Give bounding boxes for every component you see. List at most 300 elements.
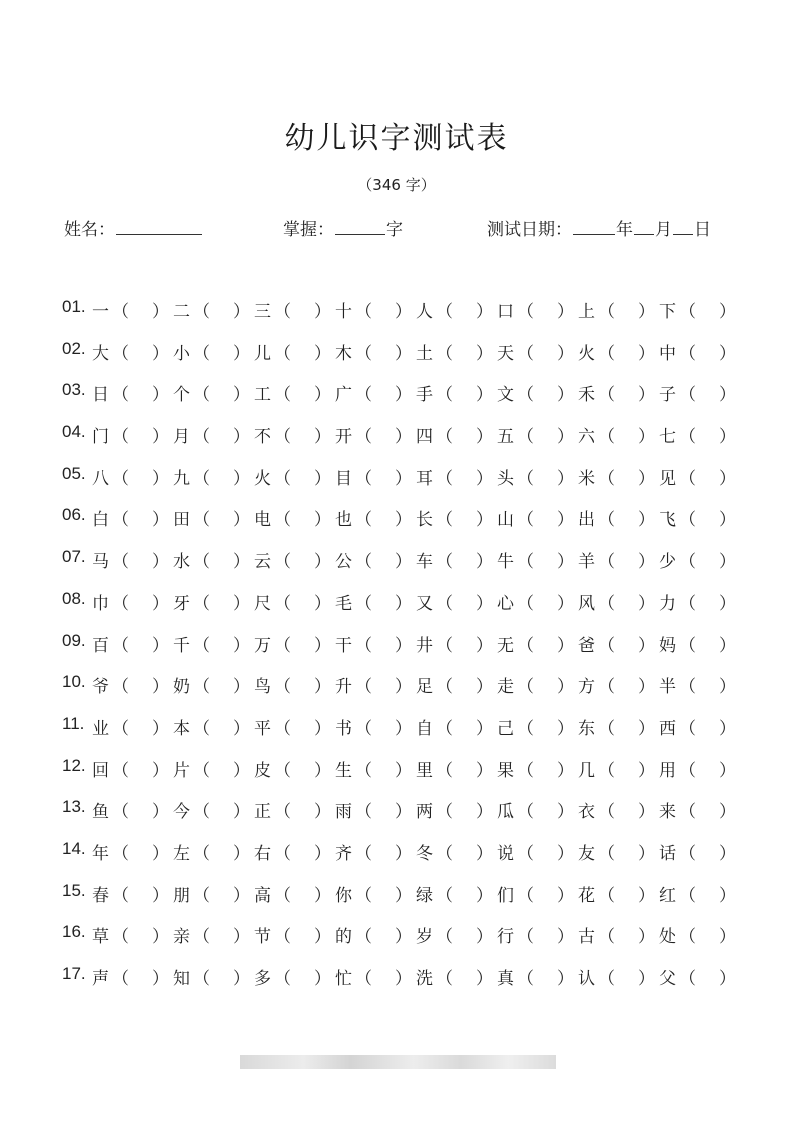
character: 上 [578,302,595,322]
answer-parentheses[interactable]: （ ） [355,343,412,364]
answer-parentheses[interactable]: （ ） [598,343,655,364]
character-count: （346 字） [357,176,436,194]
character: 力 [659,593,676,614]
answer-parentheses[interactable]: （ ） [436,510,493,531]
character-item [254,380,334,405]
name-blank[interactable] [116,218,202,235]
character-item [497,964,577,989]
answer-parentheses[interactable]: （ ） [112,927,169,948]
answer-parentheses[interactable]: （ ） [679,510,736,531]
character: 雨 [335,802,352,823]
answer-parentheses[interactable]: （ ） [193,427,250,448]
character: 衣 [578,802,595,823]
answer-parentheses[interactable]: （ ） [679,343,736,364]
answer-parentheses[interactable]: （ ） [193,843,250,864]
character-item [416,631,496,656]
character-item [416,672,496,697]
character: 自 [416,718,433,739]
character: 方 [578,677,595,698]
answer-parentheses[interactable]: （ ） [598,843,655,864]
answer-parentheses[interactable]: （ ） [355,510,412,531]
character-item [497,714,577,739]
table-row [62,874,742,916]
answer-parentheses[interactable]: （ ） [517,593,574,614]
answer-parentheses[interactable]: （ ） [355,843,412,864]
answer-parentheses[interactable]: （ ） [193,552,250,573]
character-item [335,422,415,447]
answer-parentheses[interactable]: （ ） [436,969,493,989]
answer-parentheses[interactable]: （ ） [679,802,736,823]
answer-parentheses[interactable]: （ ） [112,760,169,781]
answer-parentheses[interactable]: （ ） [517,552,574,573]
character: 洗 [416,969,433,989]
character-item [578,714,658,739]
answer-parentheses[interactable]: （ ） [436,385,493,406]
answer-parentheses[interactable]: （ ） [679,593,736,614]
answer-parentheses[interactable]: （ ） [679,760,736,781]
character: 手 [416,385,433,406]
character-item [497,672,577,697]
answer-parentheses[interactable]: （ ） [598,510,655,531]
name-field [64,215,203,240]
character-item [659,589,739,614]
character: 高 [254,885,271,906]
row-number: 12. [62,755,86,775]
character-item [92,547,172,572]
character-item [578,297,658,322]
character-item [578,589,658,614]
character: 开 [335,427,352,448]
character-item [335,797,415,822]
answer-parentheses[interactable]: （ ） [436,885,493,906]
answer-parentheses[interactable]: （ ） [598,802,655,823]
character: 多 [254,969,271,989]
answer-parentheses[interactable]: （ ） [112,969,169,989]
mastery-unit: 字 [386,220,403,240]
day-label: 日 [694,220,711,240]
character-item [254,589,334,614]
answer-parentheses[interactable]: （ ） [355,718,412,739]
answer-parentheses[interactable]: （ ） [112,552,169,573]
character-item [335,922,415,947]
answer-parentheses[interactable]: （ ） [679,635,736,656]
character-item [173,464,253,489]
answer-parentheses[interactable]: （ ） [436,718,493,739]
character-item [416,797,496,822]
answer-parentheses[interactable]: （ ） [112,427,169,448]
character: 见 [659,468,676,489]
character: 真 [497,969,514,989]
answer-parentheses[interactable]: （ ） [436,635,493,656]
character-item [416,505,496,530]
character-item [659,464,739,489]
character: 来 [659,802,676,823]
character: 九 [173,468,190,489]
answer-parentheses[interactable]: （ ） [436,302,493,322]
answer-parentheses[interactable]: （ ） [112,677,169,698]
row-number: 07. [62,547,86,567]
character-item [416,881,496,906]
character-item [335,881,415,906]
character-item [335,589,415,614]
answer-parentheses[interactable]: （ ） [355,635,412,656]
answer-parentheses[interactable]: （ ） [274,802,331,823]
character: 耳 [416,468,433,489]
answer-parentheses[interactable]: （ ） [193,927,250,948]
character-item [497,505,577,530]
answer-parentheses[interactable]: （ ） [517,385,574,406]
table-row [62,290,742,332]
answer-parentheses[interactable]: （ ） [598,927,655,948]
character-item [659,964,739,989]
character: 妈 [659,635,676,656]
character-item [254,881,334,906]
character: 干 [335,635,352,656]
character-item [416,922,496,947]
answer-parentheses[interactable]: （ ） [598,760,655,781]
mastery-label: 掌握： [283,220,334,240]
answer-parentheses[interactable]: （ ） [679,427,736,448]
answer-parentheses[interactable]: （ ） [274,635,331,656]
character-item [335,964,415,989]
answer-parentheses[interactable]: （ ） [112,718,169,739]
name-label: 姓名： [64,220,115,240]
answer-parentheses[interactable]: （ ） [598,718,655,739]
answer-parentheses[interactable]: （ ） [355,427,412,448]
answer-parentheses[interactable]: （ ） [355,468,412,489]
character: 牙 [173,593,190,614]
answer-parentheses[interactable]: （ ） [679,843,736,864]
character-item [92,380,172,405]
answer-parentheses[interactable]: （ ） [517,677,574,698]
answer-parentheses[interactable]: （ ） [274,510,331,531]
answer-parentheses[interactable]: （ ） [355,302,412,322]
character: 木 [335,343,352,364]
answer-parentheses[interactable]: （ ） [112,843,169,864]
character: 云 [254,552,271,573]
answer-parentheses[interactable]: （ ） [517,927,574,948]
answer-parentheses[interactable]: （ ） [598,885,655,906]
answer-parentheses[interactable]: （ ） [193,635,250,656]
year-blank[interactable] [573,218,615,235]
answer-parentheses[interactable]: （ ） [517,969,574,989]
answer-parentheses[interactable]: （ ） [517,843,574,864]
character-item [254,547,334,572]
answer-parentheses[interactable]: （ ） [193,385,250,406]
row-number: 17. [62,964,86,983]
answer-parentheses[interactable]: （ ） [193,510,250,531]
answer-parentheses[interactable]: （ ） [193,718,250,739]
character-item [92,464,172,489]
character: 山 [497,510,514,531]
answer-parentheses[interactable]: （ ） [598,302,655,322]
character-item [497,756,577,781]
character-item [254,464,334,489]
answer-parentheses[interactable]: （ ） [355,385,412,406]
character: 千 [173,635,190,656]
character: 少 [659,552,676,573]
character-item [497,464,577,489]
character-item [173,297,253,322]
character-item [578,631,658,656]
answer-parentheses[interactable]: （ ） [436,802,493,823]
answer-parentheses[interactable]: （ ） [112,802,169,823]
row-number: 06. [62,505,86,525]
character-item [578,339,658,364]
answer-parentheses[interactable]: （ ） [274,760,331,781]
character-item [497,297,577,322]
character: 节 [254,927,271,948]
character-item [254,714,334,739]
character: 话 [659,843,676,864]
answer-parentheses[interactable]: （ ） [517,302,574,322]
answer-parentheses[interactable]: （ ） [679,302,736,322]
answer-parentheses[interactable]: （ ） [598,552,655,573]
answer-parentheses[interactable]: （ ） [679,969,736,989]
character: 下 [659,302,676,322]
answer-parentheses[interactable]: （ ） [517,468,574,489]
character-item [335,505,415,530]
character-item [335,297,415,322]
character: 人 [416,302,433,322]
row-number: 01. [62,297,86,316]
character: 子 [659,385,676,406]
answer-parentheses[interactable]: （ ） [193,760,250,781]
character-item [173,505,253,530]
answer-parentheses[interactable]: （ ） [598,593,655,614]
answer-parentheses[interactable]: （ ） [598,677,655,698]
character-item [497,422,577,447]
character: 百 [92,635,109,656]
character-item [578,464,658,489]
table-row [62,790,742,832]
character-item [497,839,577,864]
answer-parentheses[interactable]: （ ） [679,718,736,739]
answer-parentheses[interactable]: （ ） [193,885,250,906]
answer-parentheses[interactable]: （ ） [193,802,250,823]
answer-parentheses[interactable]: （ ） [598,635,655,656]
character: 今 [173,802,190,823]
answer-parentheses[interactable]: （ ） [355,760,412,781]
character-item [578,756,658,781]
character: 六 [578,427,595,448]
answer-parentheses[interactable]: （ ） [274,468,331,489]
character: 火 [578,343,595,364]
character-item [173,422,253,447]
answer-parentheses[interactable]: （ ） [436,843,493,864]
answer-parentheses[interactable]: （ ） [112,510,169,531]
answer-parentheses[interactable]: （ ） [112,635,169,656]
character: 足 [416,677,433,698]
test-date-field [487,215,711,240]
answer-parentheses[interactable]: （ ） [193,593,250,614]
answer-parentheses[interactable]: （ ） [679,552,736,573]
character-item [173,756,253,781]
answer-parentheses[interactable]: （ ） [193,343,250,364]
character-item [173,547,253,572]
character: 本 [173,718,190,739]
character: 儿 [254,343,271,364]
answer-parentheses[interactable]: （ ） [436,343,493,364]
table-row [62,665,742,707]
character: 风 [578,593,595,614]
character-item [416,964,496,989]
character: 认 [578,969,595,989]
character: 亲 [173,927,190,948]
row-number: 11. [62,713,85,733]
character-item [335,380,415,405]
character-item [659,422,739,447]
answer-parentheses[interactable]: （ ） [112,593,169,614]
character-item [416,547,496,572]
table-row [62,749,742,791]
character: 出 [578,510,595,531]
answer-parentheses[interactable]: （ ） [598,385,655,406]
answer-parentheses[interactable]: （ ） [112,302,169,322]
character: 毛 [335,593,352,614]
answer-parentheses[interactable]: （ ） [193,969,250,989]
character: 白 [92,510,109,531]
answer-parentheses[interactable]: （ ） [355,802,412,823]
answer-parentheses[interactable]: （ ） [274,718,331,739]
day-blank[interactable] [673,218,693,235]
character-item [254,422,334,447]
character: 里 [416,760,433,781]
character-item [335,839,415,864]
answer-parentheses[interactable]: （ ） [274,552,331,573]
answer-parentheses[interactable]: （ ） [274,302,331,322]
character: 门 [92,427,109,448]
character-item [254,797,334,822]
answer-parentheses[interactable]: （ ） [355,593,412,614]
character-item [578,797,658,822]
character: 米 [578,468,595,489]
answer-parentheses[interactable]: （ ） [679,885,736,906]
character-item [92,839,172,864]
row-number: 14. [62,838,86,858]
answer-parentheses[interactable]: （ ） [193,677,250,698]
character-item [173,881,253,906]
mastery-blank[interactable] [335,218,385,235]
answer-parentheses[interactable]: （ ） [274,843,331,864]
table-row [62,457,742,499]
character: 马 [92,552,109,573]
answer-parentheses[interactable]: （ ） [355,885,412,906]
character: 尺 [254,593,271,614]
answer-parentheses[interactable]: （ ） [517,885,574,906]
character-item [335,339,415,364]
character-item [335,631,415,656]
answer-parentheses[interactable]: （ ） [355,969,412,989]
character-item [578,839,658,864]
answer-parentheses[interactable]: （ ） [436,593,493,614]
character-item [173,922,253,947]
answer-parentheses[interactable]: （ ） [517,510,574,531]
table-row [62,915,742,957]
answer-parentheses[interactable]: （ ） [436,677,493,698]
character: 工 [254,385,271,406]
answer-parentheses[interactable]: （ ） [274,343,331,364]
character-item [578,964,658,989]
answer-parentheses[interactable]: （ ） [517,343,574,364]
character: 口 [497,302,514,322]
answer-parentheses[interactable]: （ ） [274,969,331,989]
character: 广 [335,385,352,406]
answer-parentheses[interactable]: （ ） [517,427,574,448]
character-item [254,922,334,947]
answer-parentheses[interactable]: （ ） [517,718,574,739]
character-item [578,380,658,405]
answer-parentheses[interactable]: （ ） [517,802,574,823]
answer-parentheses[interactable]: （ ） [436,468,493,489]
answer-parentheses[interactable]: （ ） [274,385,331,406]
answer-parentheses[interactable]: （ ） [193,302,250,322]
answer-parentheses[interactable]: （ ） [274,677,331,698]
character: 们 [497,885,514,906]
answer-parentheses[interactable]: （ ） [679,927,736,948]
answer-parentheses[interactable]: （ ） [598,468,655,489]
row-number: 15. [62,880,86,900]
table-row [62,707,742,749]
month-blank[interactable] [634,218,654,235]
answer-parentheses[interactable]: （ ） [679,385,736,406]
answer-parentheses[interactable]: （ ） [355,677,412,698]
character: 己 [497,718,514,739]
answer-parentheses[interactable]: （ ） [274,427,331,448]
character-item [659,922,739,947]
answer-parentheses[interactable]: （ ） [355,552,412,573]
answer-parentheses[interactable]: （ ） [112,385,169,406]
character-item [497,631,577,656]
answer-parentheses[interactable]: （ ） [436,760,493,781]
character: 果 [497,760,514,781]
character-item [578,547,658,572]
answer-parentheses[interactable]: （ ） [598,969,655,989]
character: 田 [173,510,190,531]
answer-parentheses[interactable]: （ ） [679,677,736,698]
answer-parentheses[interactable]: （ ） [436,427,493,448]
answer-parentheses[interactable]: （ ） [436,552,493,573]
character-item [92,589,172,614]
character: 禾 [578,385,595,406]
character: 鱼 [92,802,109,823]
character-item [416,839,496,864]
answer-parentheses[interactable]: （ ） [355,927,412,948]
answer-parentheses[interactable]: （ ） [274,593,331,614]
answer-parentheses[interactable]: （ ） [274,927,331,948]
character-item [497,339,577,364]
character: 生 [335,760,352,781]
character: 火 [254,468,271,489]
answer-parentheses[interactable]: （ ） [112,885,169,906]
character-item [497,380,577,405]
answer-parentheses[interactable]: （ ） [517,635,574,656]
answer-parentheses[interactable]: （ ） [193,468,250,489]
character: 友 [578,843,595,864]
answer-parentheses[interactable]: （ ） [679,468,736,489]
character: 爷 [92,677,109,698]
character: 处 [659,927,676,948]
answer-parentheses[interactable]: （ ） [598,427,655,448]
character-item [92,964,172,989]
answer-parentheses[interactable]: （ ） [112,468,169,489]
answer-parentheses[interactable]: （ ） [112,343,169,364]
character: 古 [578,927,595,948]
character-item [416,464,496,489]
answer-parentheses[interactable]: （ ） [436,927,493,948]
answer-parentheses[interactable]: （ ） [274,885,331,906]
answer-parentheses[interactable]: （ ） [517,760,574,781]
